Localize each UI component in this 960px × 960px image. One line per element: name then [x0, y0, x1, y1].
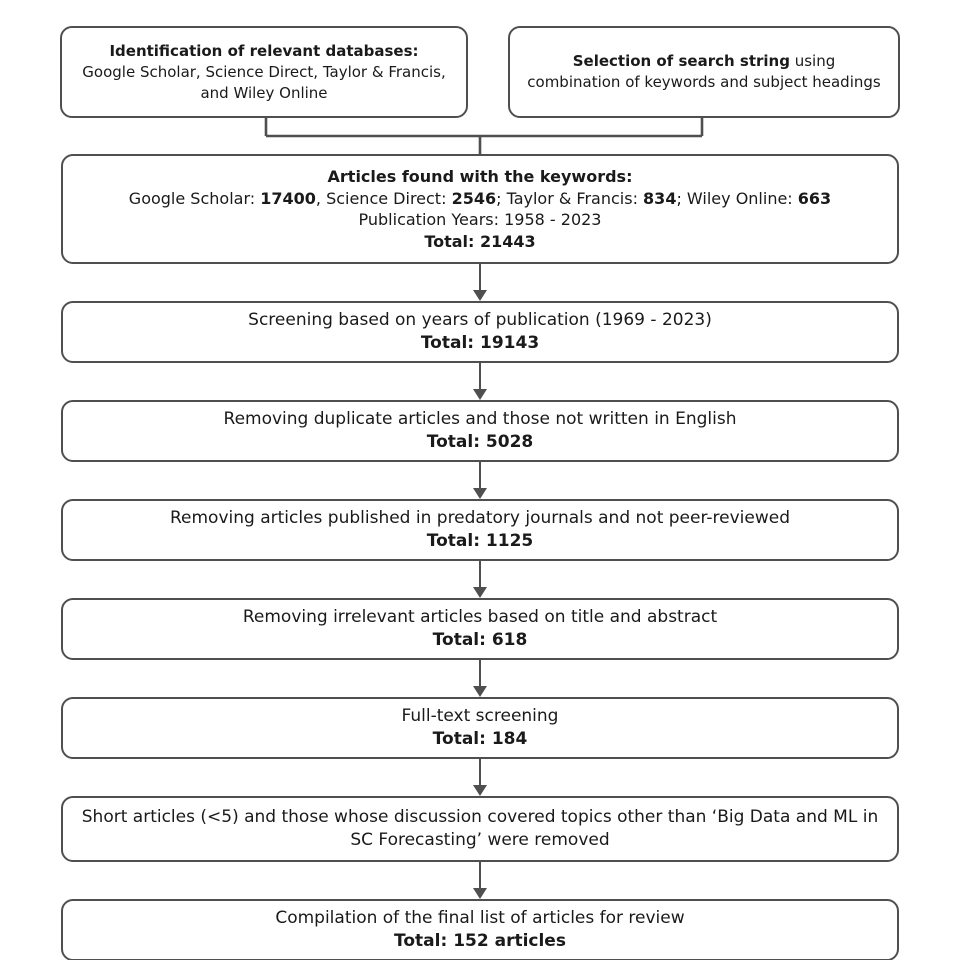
step-total: Total: 184: [432, 729, 528, 749]
final-compilation-box: [61, 899, 899, 960]
step-total: Total: 5028: [426, 432, 534, 452]
short-articles-box: [61, 796, 899, 862]
irrelevant-articles-box: [61, 598, 899, 660]
step-text: Removing irrelevant articles based on title and abstract: [242, 607, 718, 627]
count-segment: ; Taylor & Francis:: [496, 188, 644, 208]
search-string-box: [508, 26, 900, 118]
down-arrow-icon: [0, 561, 960, 598]
articles-found-box: [61, 154, 899, 264]
down-arrow-icon: [0, 363, 960, 400]
arrow-head: [473, 290, 487, 301]
step-total: Total: 152 articles: [394, 931, 566, 951]
step-text: Compilation of the final list of articles for review: [275, 908, 685, 928]
databases-box: [60, 26, 468, 118]
arrow-head: [473, 785, 487, 796]
databases-box-body: Google Scholar, Science Direct, Taylor & Francis, and Wiley Online: [82, 62, 446, 102]
count-segment: Google Scholar:: [128, 188, 261, 208]
step-total: Total: 1125: [426, 531, 534, 551]
arrow-head: [473, 888, 487, 899]
top-row: [0, 26, 960, 118]
step-text: Screening based on years of publication (1969 - 2023): [248, 310, 712, 330]
predatory-journals-box: [61, 499, 899, 561]
count-value: 834: [643, 188, 677, 208]
down-arrow-icon: [0, 862, 960, 899]
articles-found-title: Articles found with the keywords:: [327, 167, 633, 186]
arrow-shaft: [479, 264, 482, 290]
arrow-shaft: [479, 462, 482, 488]
down-arrow-icon: [0, 759, 960, 796]
screening-years-box: [61, 301, 899, 363]
articles-found-total: Total: 21443: [424, 231, 536, 251]
step-text: Removing articles published in predatory journals and not peer-reviewed: [169, 508, 790, 528]
duplicates-box: [61, 400, 899, 462]
arrow-shaft: [479, 660, 482, 686]
arrow-shaft: [479, 759, 482, 785]
down-arrow-icon: [0, 264, 960, 301]
arrow-shaft: [479, 862, 482, 888]
count-value: 663: [797, 188, 832, 208]
arrow-head: [473, 686, 487, 697]
arrow-head: [473, 488, 487, 499]
merge-connector: [0, 118, 960, 154]
arrow-shaft: [479, 363, 482, 389]
search-string-bold: Selection of search string: [572, 52, 790, 70]
count-value: 2546: [451, 188, 497, 208]
arrow-head: [473, 587, 487, 598]
step-text: Removing duplicate articles and those not written in English: [223, 409, 737, 429]
step-text: Full-text screening: [401, 706, 559, 726]
step-text: Short articles (<5) and those whose discussion covered topics other than ‘Big Data and ML in SC Forecasting’ were removed: [81, 807, 879, 850]
fulltext-screening-box: [61, 697, 899, 759]
publication-years: Publication Years: 1958 - 2023: [358, 210, 602, 229]
articles-found-counts: [79, 188, 881, 210]
down-arrow-icon: [0, 462, 960, 499]
databases-box-title: Identification of relevant databases:: [109, 41, 419, 60]
arrow-head: [473, 389, 487, 400]
arrow-shaft: [479, 561, 482, 587]
down-arrow-icon: [0, 660, 960, 697]
count-segment: ; Wiley Online:: [676, 188, 798, 208]
count-segment: , Science Direct:: [315, 188, 452, 208]
search-string-text: [526, 51, 882, 93]
step-total: Total: 19143: [420, 333, 540, 353]
step-total: Total: 618: [432, 630, 528, 650]
count-value: 17400: [260, 188, 316, 208]
search-string-rest: using combination of keywords and subject headings: [527, 52, 881, 91]
